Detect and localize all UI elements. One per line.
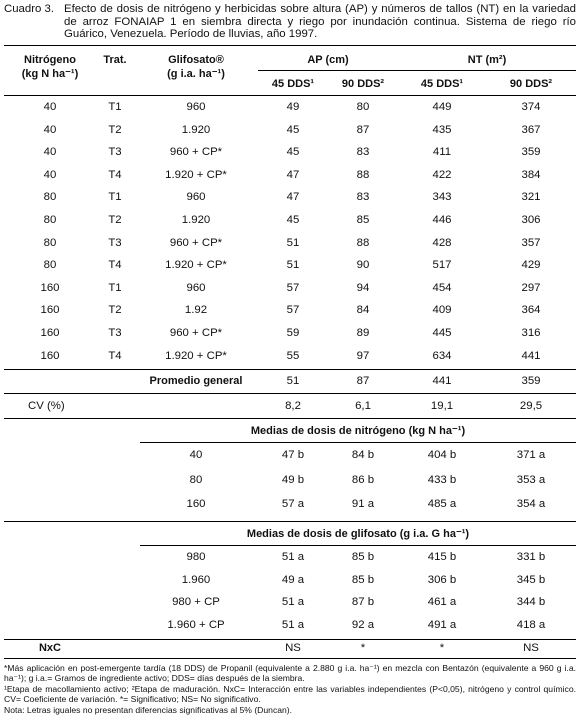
- table-cell-nt-90: 359: [521, 146, 541, 159]
- table-cell-trat: T2: [108, 214, 122, 226]
- table-cell-nt-45: 517: [432, 259, 452, 272]
- table-cell-nitrogeno: 160: [40, 304, 60, 317]
- table-cell-glifosato: 960 + CP*: [169, 236, 223, 249]
- rule-top: [4, 45, 576, 46]
- nitrogeno-mean-nt-45: 404 b: [427, 449, 457, 461]
- table-cell-nt-45: 422: [432, 168, 452, 181]
- table-cell-trat: T1: [108, 191, 122, 204]
- nitrogeno-mean-ap-90: 86 b: [351, 473, 375, 486]
- nitrogeno-mean-dose: 160: [186, 498, 206, 510]
- glifosato-mean-ap-45: 51 a: [281, 551, 305, 563]
- table-cell-trat: T3: [108, 236, 122, 249]
- glifosato-mean-nt-90: 418 a: [516, 618, 546, 631]
- header-ap-90: 90 DDS²: [341, 78, 385, 90]
- table-cell-nitrogeno: 40: [43, 123, 57, 136]
- table-cell-nt-45: 445: [432, 327, 452, 339]
- table-cell-trat: T3: [108, 146, 122, 159]
- caption-label: Cuadro 3.: [4, 3, 55, 15]
- rule-bottom: [4, 658, 576, 659]
- table-cell-nt-45: 454: [432, 281, 452, 294]
- table-cell-glifosato: 1.920: [181, 214, 211, 226]
- header-nitrogeno-unit: (kg N ha⁻¹): [21, 68, 79, 80]
- table-cell-trat: T2: [108, 304, 122, 317]
- table-cell-nitrogeno: 40: [43, 168, 57, 181]
- table-cell-trat: T4: [108, 259, 122, 272]
- glifosato-mean-ap-45: 51 a: [281, 618, 305, 631]
- rule-header-bottom: [4, 95, 576, 96]
- rule-section-glifosato: [140, 545, 576, 546]
- footnote-1: *Más aplicación en post-emergente tardía (18 DDS) de Propanil (equivalente a 2.880 g i.a. ha⁻¹) en mezcla con Bentazón (equivalente a 960 g i.a. ha⁻¹); g i.a.= Gramos de ingrediente activo; DDS= días después de la siembra.: [4, 663, 576, 684]
- rule-after-promedio: [4, 393, 576, 394]
- table-cell-ap-45: 45: [286, 123, 300, 136]
- rule-before-promedio: [4, 369, 576, 370]
- rule-after-cv: [4, 418, 576, 419]
- table-cell-ap-45: 45: [286, 146, 300, 159]
- table-cell-trat: T4: [108, 349, 122, 362]
- rule-group: [258, 70, 576, 71]
- table-cell-nitrogeno: 160: [40, 281, 60, 294]
- caption-text: Efecto de dosis de nitrógeno y herbicidas sobre altura (AP) y números de tallos (NT) en la variedad de arroz FONAIAP 1 en siembra directa y riego por inundación continua. Sistema de riego río Guárico, Venezuela. Período de lluvias, año 1997.: [64, 3, 576, 40]
- table-cell-glifosato: 1.920 + CP*: [165, 259, 227, 272]
- header-glifosato-unit: (g i.a. ha⁻¹): [167, 68, 225, 80]
- table-cell-ap-90: 83: [356, 146, 370, 159]
- table-cell-ap-45: 47: [286, 191, 300, 204]
- table-cell-ap-90: 88: [356, 168, 370, 181]
- glifosato-mean-dose: 1.960 + CP: [167, 618, 225, 631]
- glifosato-mean-nt-90: 344 b: [516, 596, 546, 608]
- table-cell-glifosato: 1.920 + CP*: [165, 349, 227, 362]
- header-nt: NT (m²): [467, 54, 507, 66]
- table-cell-nt-90: 374: [521, 101, 541, 113]
- table-cell-ap-90: 85: [356, 214, 370, 226]
- nitrogeno-mean-dose: 80: [189, 473, 203, 486]
- nitrogeno-mean-nt-90: 353 a: [516, 473, 546, 486]
- promedio-nt-45: 441: [432, 375, 452, 387]
- table-cell-trat: T3: [108, 327, 122, 339]
- table-cell-glifosato: 1.92: [184, 304, 208, 317]
- glifosato-mean-dose: 980: [186, 551, 206, 563]
- table-cell-ap-90: 84: [356, 304, 370, 317]
- header-ap: AP (cm): [307, 54, 349, 66]
- table-cell-ap-90: 80: [356, 101, 370, 113]
- table-cell-glifosato: 1.920: [181, 123, 211, 136]
- header-ap-45: 45 DDS¹: [271, 78, 315, 90]
- cv-ap-45: 8,2: [285, 400, 301, 412]
- glifosato-mean-ap-45: 49 a: [281, 573, 305, 586]
- cv-nt-45: 19,1: [430, 400, 454, 412]
- table-cell-ap-90: 88: [356, 236, 370, 249]
- nxc-ap-45: NS: [285, 642, 301, 654]
- table-cell-trat: T1: [108, 101, 122, 113]
- table-cell-nt-45: 409: [432, 304, 452, 317]
- table-cell-nt-90: 367: [521, 123, 541, 136]
- glifosato-mean-ap-45: 51 a: [281, 596, 305, 608]
- table-cell-nt-90: 357: [521, 236, 541, 249]
- table-cell-ap-90: 87: [356, 123, 370, 136]
- table-cell-ap-45: 51: [286, 259, 300, 272]
- footnotes: [4, 663, 576, 715]
- promedio-nt-90: 359: [521, 375, 541, 387]
- table-cell-nitrogeno: 160: [40, 349, 60, 362]
- nxc-nt-45: *: [439, 642, 445, 654]
- table-cell-nt-45: 446: [432, 214, 452, 226]
- table-cell-nt-90: 441: [521, 349, 541, 362]
- table-cell-nt-90: 429: [521, 259, 541, 272]
- promedio-label: Promedio general: [149, 375, 243, 387]
- table-cell-glifosato: 960 + CP*: [169, 146, 223, 159]
- rule-section-nitrogeno: [140, 442, 576, 443]
- glifosato-mean-nt-90: 345 b: [516, 573, 546, 586]
- table-cell-nitrogeno: 80: [43, 214, 57, 226]
- rule-before-glifosato: [4, 521, 576, 522]
- table-cell-nt-45: 449: [432, 101, 452, 113]
- glifosato-mean-ap-90: 85 b: [351, 551, 375, 563]
- table-cell-ap-45: 45: [286, 214, 300, 226]
- table-cell-trat: T4: [108, 168, 122, 181]
- table-cell-ap-90: 90: [356, 259, 370, 272]
- table-cell-nt-90: 297: [521, 281, 541, 294]
- nitrogeno-mean-ap-90: 91 a: [351, 498, 375, 510]
- table-cell-ap-90: 83: [356, 191, 370, 204]
- table-caption: [4, 3, 576, 41]
- table-cell-ap-45: 51: [286, 236, 300, 249]
- table-cell-glifosato: 960 + CP*: [169, 327, 223, 339]
- cv-label: CV (%): [28, 400, 65, 412]
- section-glifosato-title: Medias de dosis de glifosato (g i.a. G ha⁻¹): [246, 528, 470, 540]
- table-cell-nitrogeno: 80: [43, 236, 57, 249]
- section-nitrogeno-title: Medias de dosis de nitrógeno (kg N ha⁻¹): [250, 425, 466, 437]
- nitrogeno-mean-nt-90: 371 a: [516, 449, 546, 461]
- table-cell-glifosato: 960: [186, 101, 206, 113]
- glifosato-mean-nt-45: 306 b: [427, 573, 457, 586]
- glifosato-mean-nt-45: 415 b: [427, 551, 457, 563]
- nitrogeno-mean-nt-45: 433 b: [427, 473, 457, 486]
- header-nt-45: 45 DDS¹: [420, 78, 464, 90]
- glifosato-mean-nt-45: 461 a: [427, 596, 457, 608]
- glifosato-mean-ap-90: 92 a: [351, 618, 375, 631]
- header-glifosato: Glifosato®: [168, 54, 224, 66]
- table-cell-ap-90: 89: [356, 327, 370, 339]
- glifosato-mean-nt-90: 331 b: [516, 551, 546, 563]
- glifosato-mean-ap-90: 85 b: [351, 573, 375, 586]
- nitrogeno-mean-ap-45: 57 a: [281, 498, 305, 510]
- promedio-ap-90: 87: [356, 375, 370, 387]
- nitrogeno-mean-nt-45: 485 a: [427, 498, 457, 510]
- glifosato-mean-dose: 980 + CP: [172, 596, 220, 608]
- table-cell-ap-90: 94: [356, 281, 370, 294]
- nitrogeno-mean-nt-90: 354 a: [516, 498, 546, 510]
- table-cell-nt-90: 316: [521, 327, 541, 339]
- table-cell-ap-45: 59: [286, 327, 300, 339]
- glifosato-mean-ap-90: 87 b: [351, 596, 375, 608]
- nxc-nt-90: NS: [523, 642, 539, 654]
- table-cell-nt-45: 428: [432, 236, 452, 249]
- table-cell-nitrogeno: 40: [43, 101, 57, 113]
- table-cell-nt-45: 435: [432, 123, 452, 136]
- nxc-ap-90: *: [360, 642, 366, 654]
- table-cell-glifosato: 960: [186, 191, 206, 204]
- table-cell-nt-90: 306: [521, 214, 541, 226]
- table-cell-ap-90: 97: [356, 349, 370, 362]
- table-cell-nt-90: 384: [521, 168, 541, 181]
- table-cell-nitrogeno: 80: [43, 259, 57, 272]
- table-cell-nt-90: 364: [521, 304, 541, 317]
- table-cell-ap-45: 47: [286, 168, 300, 181]
- header-trat: Trat.: [103, 54, 127, 66]
- footnote-2: ¹Etapa de macollamiento activo; ²Etapa de maduración. NxC= Interacción entre las variables independientes (P<0,05), nitrógeno y control químico. CV= Coeficiente de variación. *= Significativo; NS= No significativo.: [4, 683, 576, 705]
- table-cell-nitrogeno: 80: [43, 191, 57, 204]
- table-cell-ap-45: 57: [286, 281, 300, 294]
- glifosato-mean-nt-45: 491 a: [427, 618, 457, 631]
- rule-before-nxc: [4, 639, 576, 640]
- table-cell-glifosato: 1.920 + CP*: [165, 168, 227, 181]
- table-cell-nt-90: 321: [521, 191, 541, 204]
- header-nitrogeno: Nitrógeno: [24, 54, 76, 66]
- cv-nt-90: 29,5: [519, 400, 543, 412]
- nitrogeno-mean-ap-45: 47 b: [281, 449, 305, 461]
- table-cell-ap-45: 55: [286, 349, 300, 362]
- table-cell-nitrogeno: 160: [40, 327, 60, 339]
- table-cell-nitrogeno: 40: [43, 146, 57, 159]
- table-cell-glifosato: 960: [186, 281, 206, 294]
- table-cell-trat: T1: [108, 281, 122, 294]
- table-cell-trat: T2: [108, 123, 122, 136]
- table-cell-ap-45: 57: [286, 304, 300, 317]
- glifosato-mean-dose: 1.960: [181, 573, 211, 586]
- table-cell-nt-45: 634: [432, 349, 452, 362]
- header-nt-90: 90 DDS²: [509, 78, 553, 90]
- promedio-ap-45: 51: [286, 375, 300, 387]
- nitrogeno-mean-ap-45: 49 b: [281, 473, 305, 486]
- nitrogeno-mean-dose: 40: [189, 449, 203, 461]
- table-cell-nt-45: 411: [432, 146, 452, 159]
- nxc-label: NxC: [38, 642, 61, 654]
- table-cell-ap-45: 49: [286, 101, 300, 113]
- footnote-3: Nota: Letras iguales no presentan diferencias significativas al 5% (Duncan).: [4, 704, 293, 715]
- cv-ap-90: 6,1: [355, 400, 371, 412]
- nitrogeno-mean-ap-90: 84 b: [351, 449, 375, 461]
- table-cell-nt-45: 343: [432, 191, 452, 204]
